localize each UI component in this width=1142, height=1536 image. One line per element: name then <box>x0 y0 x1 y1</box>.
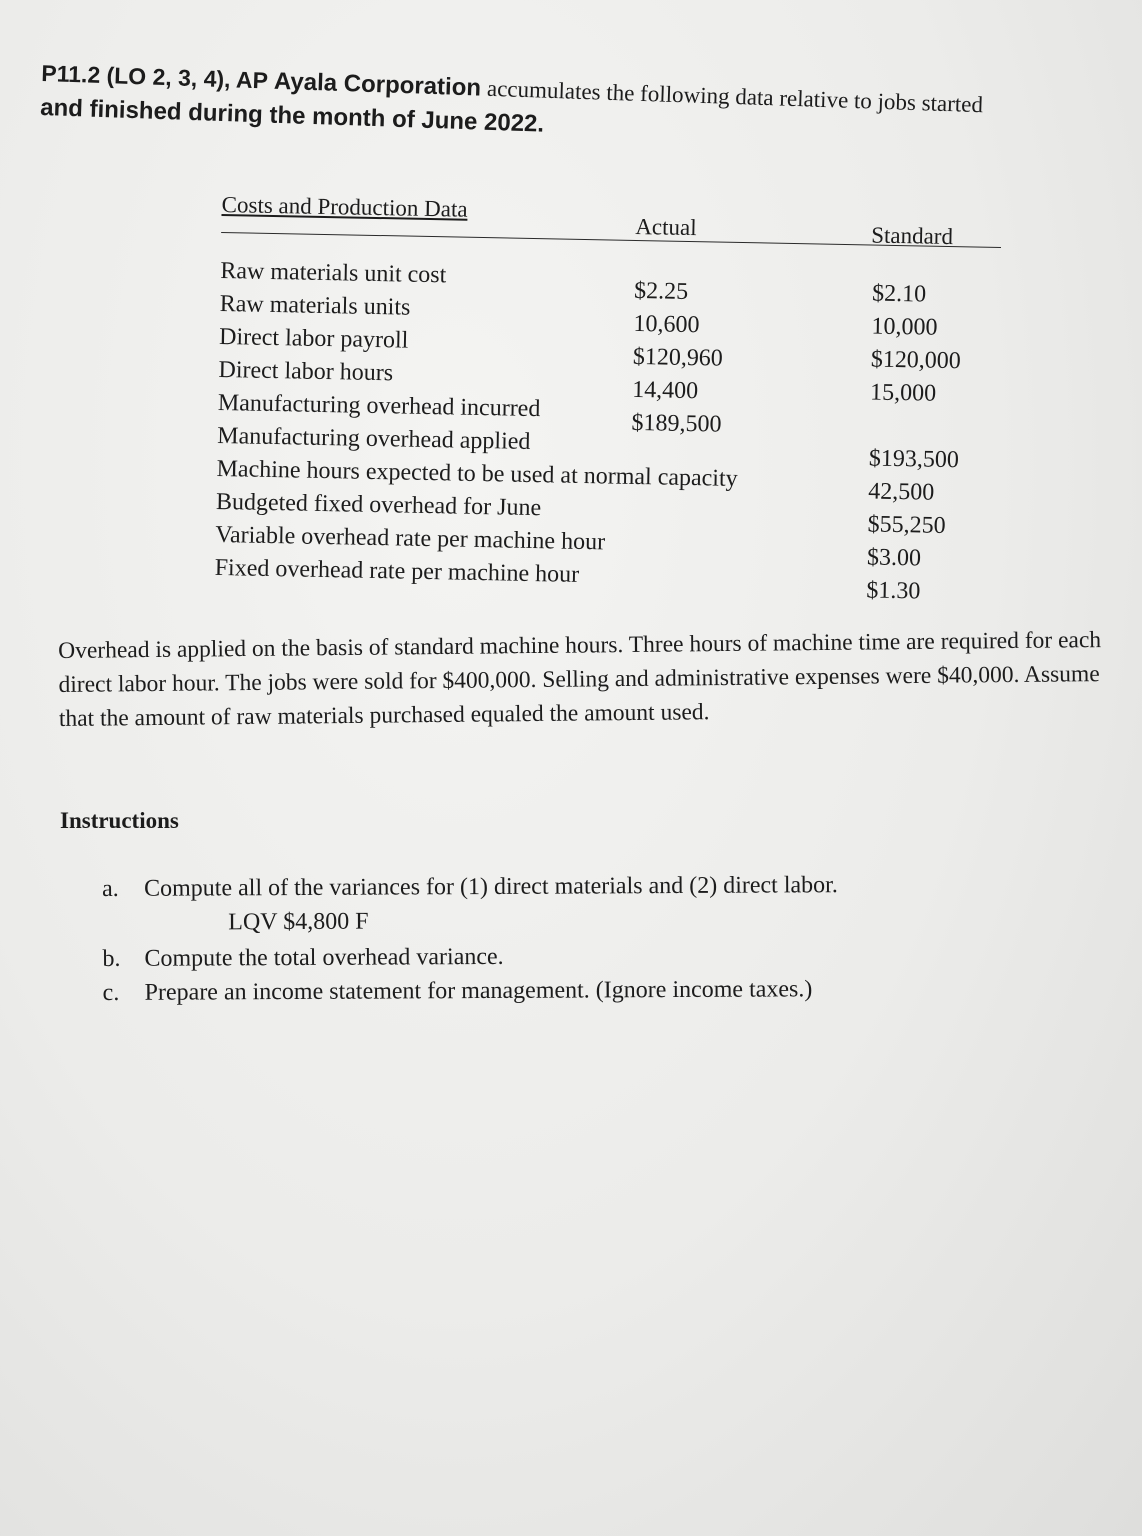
instructions-heading: Instructions <box>60 808 179 833</box>
company-name: Ayala Corporation <box>273 67 482 102</box>
row-label: Variable overhead rate per machine hour <box>215 521 606 556</box>
handwritten-note <box>102 901 1062 942</box>
instruction-letter: c. <box>102 979 120 1006</box>
row-actual: $2.25 <box>633 277 689 305</box>
table-rows <box>214 255 1000 605</box>
row-standard: $55,250 <box>867 511 946 539</box>
row-standard: 10,000 <box>871 313 938 341</box>
instruction-item-c <box>103 971 1063 1010</box>
row-label: Direct labor payroll <box>218 323 409 354</box>
row-standard: $193,500 <box>868 445 960 474</box>
row-standard: $120,000 <box>870 346 962 375</box>
row-label: Raw materials unit cost <box>220 257 447 289</box>
instruction-item-b <box>102 937 1062 976</box>
row-standard: 42,500 <box>868 478 935 506</box>
row-actual: $189,500 <box>631 409 722 438</box>
instructions-list <box>102 867 1063 1010</box>
overhead-paragraph: Overhead is applied on the basis of standard machine hours. Three hours of machine time are required for each direct labor hour. The jobs were sold for $400,000. Selling and administrative expenses were $40,000. Assume that the amount of raw materials purchased equaled the amount used. <box>58 627 1102 732</box>
instruction-text: Compute the total overhead variance. <box>144 943 504 972</box>
instruction-item-a <box>102 867 1062 906</box>
row-label: Fixed overhead rate per machine hour <box>214 554 580 588</box>
row-label: Raw materials units <box>219 290 411 321</box>
row-label: Budgeted fixed overhead for June <box>215 488 542 522</box>
row-standard: $3.00 <box>866 544 922 572</box>
lqv-note: LQV $4,800 F <box>228 908 369 936</box>
row-label: Direct labor hours <box>218 356 394 387</box>
instruction-letter: b. <box>102 945 121 972</box>
row-standard: $2.10 <box>871 280 927 308</box>
instruction-text: Prepare an income statement for management. (Ignore income taxes.) <box>144 976 813 1006</box>
row-actual: $120,960 <box>632 343 724 372</box>
problem-intro-line2: and finished during the month of June 2022. <box>39 93 545 138</box>
header-standard: Standard <box>870 222 954 250</box>
row-actual: 10,600 <box>633 310 700 339</box>
instruction-text: Compute all of the variances for (1) direct materials and (2) direct labor. <box>144 872 838 902</box>
problem-intro-line1: accumulates the following data relative to jobs started <box>486 75 984 118</box>
costs-production-table <box>214 188 1001 605</box>
table-header <box>221 188 1002 248</box>
header-costs-production: Costs and Production Data <box>221 191 468 222</box>
row-standard: $1.30 <box>866 577 921 605</box>
row-actual: 14,400 <box>631 376 699 405</box>
problem-header <box>40 56 1102 160</box>
header-actual: Actual <box>635 213 697 241</box>
row-label: Machine hours expected to be used at normal capacity <box>216 455 738 492</box>
row-standard: 15,000 <box>869 379 937 407</box>
problem-id: P11.2 (LO 2, 3, 4), AP <box>41 59 269 94</box>
row-label: Manufacturing overhead applied <box>216 422 531 455</box>
instruction-letter: a. <box>102 875 119 902</box>
row-label: Manufacturing overhead incurred <box>217 389 541 423</box>
